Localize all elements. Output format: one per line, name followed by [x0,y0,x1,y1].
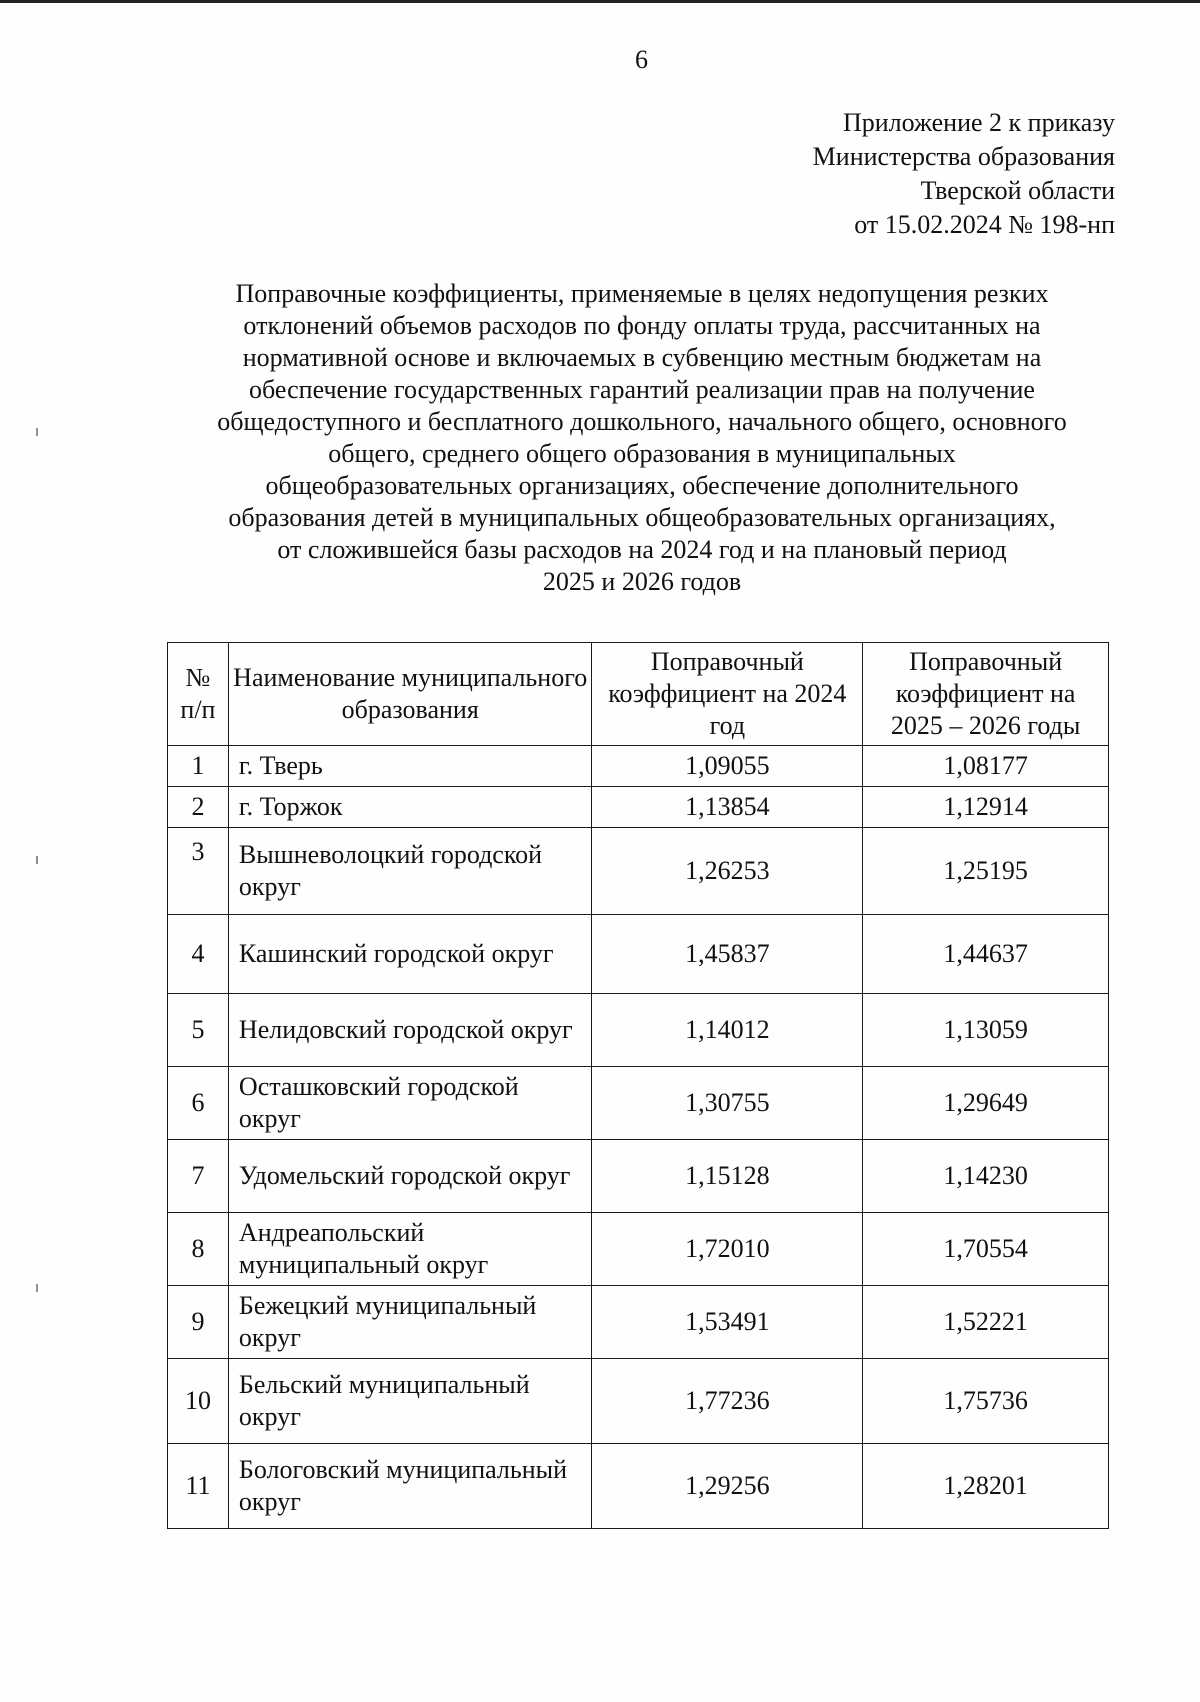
row-coef-2025-2026: 1,13059 [863,994,1109,1067]
coefficients-table [167,642,1109,1529]
row-coef-2024: 1,29256 [592,1444,863,1529]
title-line: общего, среднего общего образования в муниципальных [328,439,956,468]
row-number: 7 [168,1140,229,1213]
row-municipality: Бежецкий муниципальный округ [228,1286,592,1359]
title-line: 2025 и 2026 годов [542,567,742,596]
row-coef-2024: 1,30755 [592,1067,863,1140]
appendix-reference [515,106,1115,242]
row-municipality: Кашинский городской округ [228,915,592,994]
scan-top-edge [0,0,1200,3]
row-coef-2025-2026: 1,08177 [863,746,1109,787]
row-number: 11 [168,1444,229,1529]
title-line: общеобразовательных организациях, обеспечение дополнительного [265,471,1019,500]
row-number: 4 [168,915,229,994]
row-municipality: Нелидовский городской округ [228,994,592,1067]
row-coef-2025-2026: 1,44637 [863,915,1109,994]
row-municipality: Андреапольский муниципальный округ [228,1213,592,1286]
title-line: общедоступного и бесплатного дошкольного, начального общего, основного [217,407,1067,436]
table-row [168,787,1109,828]
row-coef-2025-2026: 1,29649 [863,1067,1109,1140]
row-coef-2024: 1,14012 [592,994,863,1067]
scan-speck [36,856,38,864]
row-coef-2024: 1,15128 [592,1140,863,1213]
row-number: 8 [168,1213,229,1286]
header-municipality: Наименование муниципального образования [228,643,592,746]
document-title [160,278,1124,598]
table-row [168,915,1109,994]
scan-speck [36,428,38,436]
row-coef-2024: 1,26253 [592,828,863,915]
row-coef-2025-2026: 1,12914 [863,787,1109,828]
row-number: 2 [168,787,229,828]
row-coef-2024: 1,13854 [592,787,863,828]
appendix-line: от 15.02.2024 № 198-нп [854,210,1115,239]
row-coef-2025-2026: 1,70554 [863,1213,1109,1286]
title-line: Поправочные коэффициенты, применяемые в целях недопущения резких [235,279,1049,308]
appendix-line: Приложение 2 к приказу [842,108,1115,137]
table-row [168,1359,1109,1444]
row-number: 1 [168,746,229,787]
scan-speck [36,1284,38,1292]
appendix-line: Тверской области [920,176,1115,205]
row-number: 9 [168,1286,229,1359]
table-row [168,994,1109,1067]
header-number-abbr: п/п [180,695,216,724]
row-coef-2025-2026: 1,52221 [863,1286,1109,1359]
table-row [168,1140,1109,1213]
row-number: 3 [168,828,229,915]
title-line: нормативной основе и включаемых в субвенцию местным бюджетам на [242,343,1042,372]
header-coef-2024: Поправочный коэффициент на 2024 год [592,643,863,746]
row-coef-2025-2026: 1,75736 [863,1359,1109,1444]
header-number [168,643,229,746]
row-coef-2024: 1,72010 [592,1213,863,1286]
row-municipality: Вышневолоцкий городской округ [228,828,592,915]
row-municipality: г. Тверь [228,746,592,787]
title-line: отклонений объемов расходов по фонду оплаты труда, рассчитанных на [243,311,1041,340]
row-municipality: Удомельский городской округ [228,1140,592,1213]
table-row [168,828,1109,915]
table-row [168,1286,1109,1359]
row-number: 5 [168,994,229,1067]
row-coef-2024: 1,53491 [592,1286,863,1359]
row-municipality: Бельский муниципальный округ [228,1359,592,1444]
row-municipality: г. Торжок [228,787,592,828]
row-municipality: Бологовский муниципальный округ [228,1444,592,1529]
header-coef-2025-2026: Поправочный коэффициент на 2025 – 2026 годы [863,643,1109,746]
row-coef-2025-2026: 1,28201 [863,1444,1109,1529]
table-row [168,746,1109,787]
row-coef-2025-2026: 1,25195 [863,828,1109,915]
header-number-symbol: № [185,663,211,692]
title-line: от сложившейся базы расходов на 2024 год и на плановый период [277,535,1007,564]
row-coef-2024: 1,45837 [592,915,863,994]
page-number: 6 [635,45,648,74]
row-municipality: Осташковский городской округ [228,1067,592,1140]
row-coef-2024: 1,09055 [592,746,863,787]
row-coef-2025-2026: 1,14230 [863,1140,1109,1213]
table-row [168,1213,1109,1286]
row-coef-2024: 1,77236 [592,1359,863,1444]
table-row [168,1444,1109,1529]
title-line: образования детей в муниципальных общеобразовательных организациях, [228,503,1056,532]
row-number: 10 [168,1359,229,1444]
appendix-line: Министерства образования [812,142,1115,171]
table-row [168,1067,1109,1140]
table-header-row [168,643,1109,746]
title-line: обеспечение государственных гарантий реализации прав на получение [249,375,1035,404]
row-number: 6 [168,1067,229,1140]
